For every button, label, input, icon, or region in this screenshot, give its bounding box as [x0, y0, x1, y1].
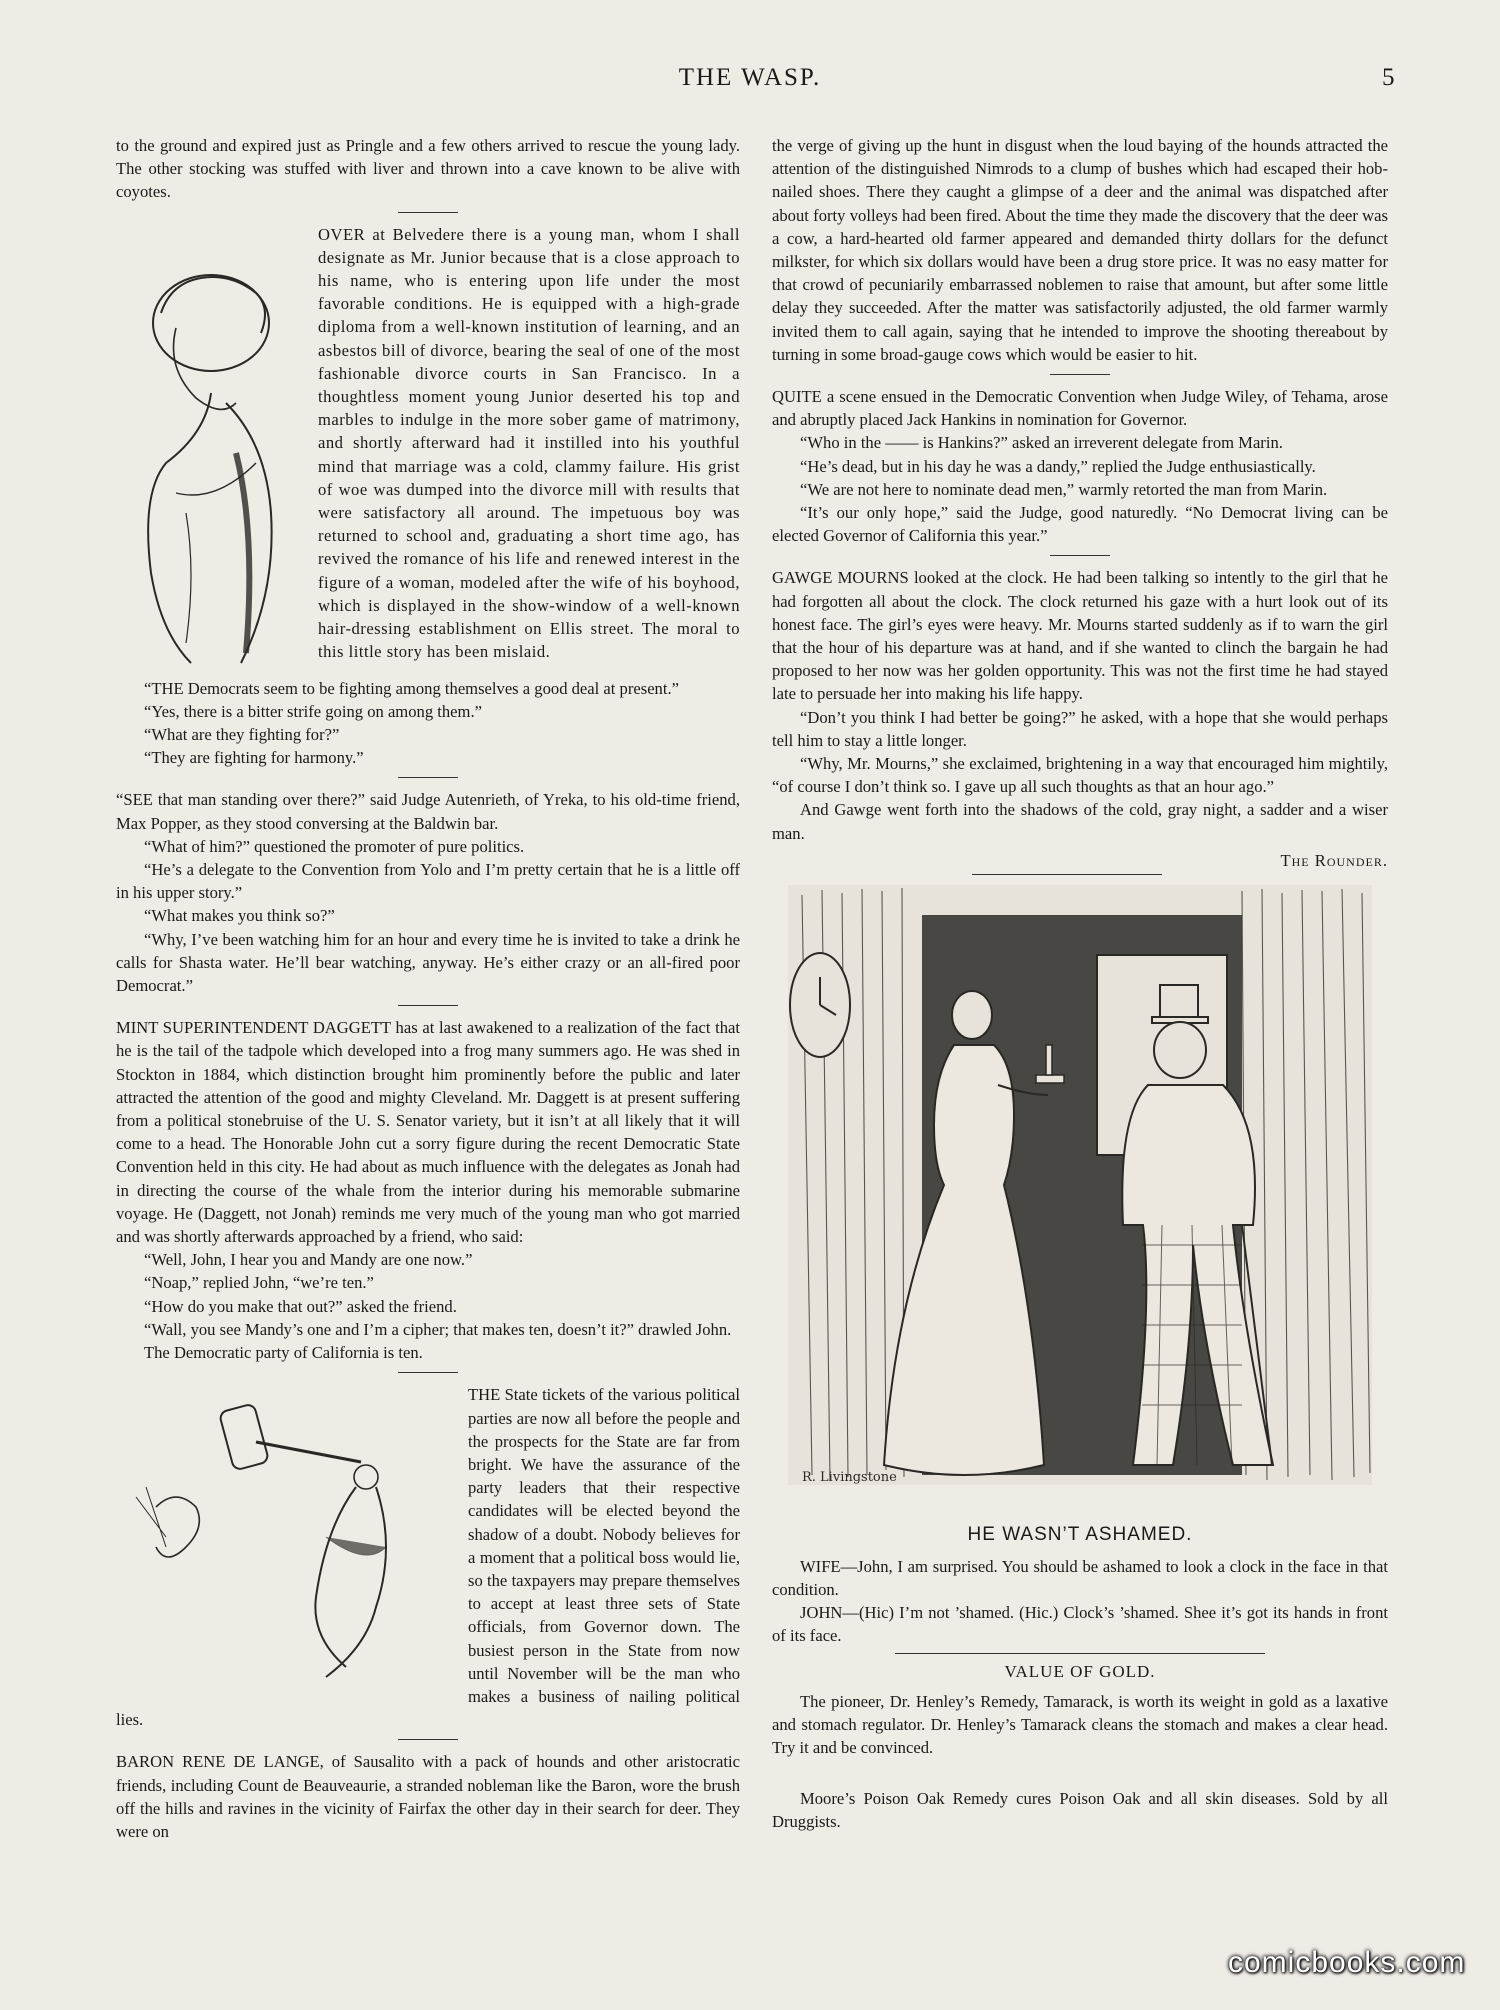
dialogue-harmony: “They are fighting for harmony.”: [144, 748, 364, 768]
divider: [398, 212, 458, 213]
page-number: 5: [1382, 64, 1395, 91]
ad-title-value-of-gold: VALUE OF GOLD.: [1004, 1662, 1156, 1682]
dialogue-mandy-one: “Well, John, I hear you and Mandy are one now.”: [144, 1250, 473, 1270]
dialogue-only-hope: “It’s our only hope,” said the Judge, good naturedly. “No Democrat living can be elected Governor of California this year.”: [772, 503, 1388, 546]
ad-poison-oak: Moore’s Poison Oak Remedy cures Poison Oak and all skin diseases. Sold by all Druggists.: [772, 1789, 1388, 1832]
divider-long: [895, 1653, 1265, 1654]
paragraph-mint-daggett: MINT SUPERINTENDENT DAGGETT has at last awakened to a realization of the fact that he is the tail of the tadpole which developed into a frog many summers ago. He was shed in Stockton in 1884, which distinction brought him prominently before the public and later attracted the attention of the good and mighty Cleveland. Mr. Daggett is at present suffering from a political stonebruise of the U. S. Senator variety, but it isn’t at all likely that it will come to a head. The Honorable John cut a sorry figure during the recent Democratic State Convention held in this city. He had about as much influence with the delegates as Jonah had in directing the course of the whale from the interior during his memorable submarine voyage. He (Daggett, not Jonah) reminds me very much of the young man who got married and was shortly afterwards approached by a friend, who said:: [116, 1018, 740, 1247]
paragraph-gawge-mourns: GAWGE MOURNS looked at the clock. He had been talking so intently to the girl that he had forgotten all about the clock. The clock returned his gaze with a hurt look out of its honest face. The girl’s eyes were heavy. Mr. Mourns started suddenly as if to warn the girl that the hour of his departure was at hand, and if she wanted to clinch the bargain he had proposed to her now was her golden opportunity. This was not the first time he had stayed late to persuade her into making his life happy.: [772, 568, 1388, 704]
dialogue-better-going: “Don’t you think I had better be going?” he asked, with a hope that she would perhaps tell him to stay a little longer.: [772, 707, 1388, 750]
dialogue-what-of-him: “What of him?” questioned the promoter of pure politics.: [144, 836, 525, 856]
dialogue-cipher: “Wall, you see Mandy’s one and I’m a cipher; that makes ten, doesn’t it?” drawled John.: [144, 1319, 732, 1339]
paragraph-mr-junior: OVER at Belvedere there is a young man, whom I shall designate as Mr. Junior because that is a close approach to his name, who is entering upon life under the most favorable conditions. He is equipped with a high-grade diploma from a well-known institution of learning, and an asbestos bill of divorce, bearing the seal of one of the most fashionable divorce courts in San Francisco. In a thoughtless moment young Junior deserted his top and marbles to indulge in the more sober game of matrimony, and shortly afterward had it instilled into his youthful mind that marriage was a cold, clammy failure. His grist of woe was dumped into the divorce mill with results that were satisfactory all around. The impetuous boy was returned to school and, graduating a short time ago, has revived the romance of his life and renewed interest in the figure of a woman, modeled after the wife of his boyhood, which is displayed in the show-window of a well-known hair-dressing establishment on Ellis street. The moral to this little story has been mislaid.: [318, 224, 740, 662]
cartoon-caption-john: JOHN—(Hic) I’m not ’shamed. (Hic.) Clock’s ’shamed. Shee it’s got its hands in front of its face.: [772, 1602, 1388, 1646]
paragraph-stocking-end: to the ground and expired just as Pringle and a few others arrived to rescue the young lady. The other stocking was stuffed with liver and thrown into a cave known to be alive with coyotes.: [116, 136, 740, 202]
paragraph-democrats: “THE Democrats seem to be fighting among themselves a good deal at present.”: [144, 678, 679, 698]
ad-tamarack: The pioneer, Dr. Henley’s Remedy, Tamarack, is worth its weight in gold as a laxative and stomach regulator. Dr. Henley’s Tamarack cleans the stomach and makes a clear head. Try it and be convinced.: [772, 1691, 1388, 1757]
divider: [1050, 374, 1110, 375]
dialogue-delegate-yolo: “He’s a delegate to the Convention from Yolo and I’m pretty certain that he is a little off in his upper story.”: [116, 860, 740, 903]
paragraph-state-tickets: THE State tickets of the various political parties are now all before the people and the prospects for the State are far from bright. We have the assurance of the party leaders that their respective candidates will be elected beyond the shadow of a doubt. Nobody believes for a moment that a political boss would lie, so the taxpayers may prepare themselves to accept at least three sets of State officials, from Governor down. The busiest person in the State from now until November will be the man who makes a business of nailing political lies.: [116, 1385, 740, 1730]
right-column: [772, 134, 1388, 1834]
paragraph-judge-autenrieth: “SEE that man standing over there?” said Judge Autenrieth, of Yreka, to his old-time friend, Max Popper, as they stood conversing at the Baldwin bar.: [116, 790, 740, 833]
masthead-title: THE WASP.: [678, 64, 822, 91]
divider: [398, 1372, 458, 1373]
dialogue-dandy: “He’s dead, but in his day he was a dandy,” replied the Judge enthusiastically.: [800, 456, 1316, 476]
cartoon-artist-signature: R. Livingstone: [802, 1470, 897, 1486]
cartoon-svg: [772, 885, 1388, 1505]
hammer-man-illustration: [116, 1387, 456, 1687]
dialogue-what-makes: “What makes you think so?”: [144, 906, 335, 926]
line-party-ten: The Democratic party of California is ten.: [144, 1343, 423, 1363]
left-column: [116, 134, 740, 1843]
dialogue-shasta-water: “Why, I’ve been watching him for an hour and every time he is invited to take a drink he calls for Shasta water. He’ll bear watching, anyway. He’s either crazy or an all-fired poor Democrat.”: [116, 929, 740, 996]
divider: [398, 777, 458, 778]
divider: [398, 1739, 458, 1740]
divider: [398, 1005, 458, 1006]
dialogue-why-mr-mourns: “Why, Mr. Mourns,” she exclaimed, brightening in a way that encouraged him mightily, “of course I don’t think so. I gave up all such thoughts as that an hour ago.”: [772, 754, 1388, 797]
cartoon-title: HE WASN’T ASHAMED.: [967, 1524, 1193, 1546]
site-watermark: comicbooks.com: [1228, 1946, 1466, 1979]
cartoon-caption-wife: WIFE—John, I am surprised. You should be ashamed to look a clock in the face in that condition.: [772, 1556, 1388, 1599]
paragraph-baron-de-lange: BARON RENE DE LANGE, of Sausalito with a pack of hounds and other aristocratic friends, including Count de Beauveaurie, a stranded nobleman like the Baron, wore the brush off the hills and ravines in the vicinity of Fairfax the other day in their search for deer. They were on: [116, 1752, 740, 1841]
paragraph-wiser-man: And Gawge went forth into the shadows of the cold, gray night, a sadder and a wiser man.: [772, 800, 1388, 843]
dialogue-strife: “Yes, there is a bitter strife going on among them.”: [144, 701, 482, 721]
divider: [1050, 555, 1110, 556]
cartoon-illustration: [772, 885, 1388, 1511]
dialogue-dead-men: “We are not here to nominate dead men,” warmly retorted the man from Marin.: [800, 479, 1328, 499]
divider-long: [972, 874, 1162, 875]
dialogue-fighting-for: “What are they fighting for?”: [144, 725, 340, 745]
woman-illustration: [116, 253, 306, 673]
dialogue-how-make: “How do you make that out?” asked the friend.: [144, 1296, 457, 1316]
dialogue-noap: “Noap,” replied John, “we’re ten.”: [144, 1273, 374, 1293]
paragraph-judge-wiley: QUITE a scene ensued in the Democratic Convention when Judge Wiley, of Tehama, arose and abruptly placed Jack Hankins in nomination for Governor.: [772, 387, 1388, 430]
author-signature: The Rounder.: [1280, 850, 1388, 870]
paragraph-deer-hunt: the verge of giving up the hunt in disgust when the loud baying of the hounds attracted the attention of the distinguished Nimrods to a clump of bushes which had escaped their hob-nailed shoes. There they caught a glimpse of a deer and the animal was dispatched after about forty volleys had been fired. About the time they made the discovery that the deer was a cow, a hard-hearted old farmer appeared and demanded thirty dollars for the defunct milkster, for which six dollars would have been a drug store price. It was no easy matter for that crowd of pecuniarily embarrassed noblemen to raise that amount, but after some little delay they succeeded. After the matter was satisfactorily adjusted, the old farmer warmly invited them to call again, saying that he intended to improve the shooting thereabout by turning in some broad-gauge cows which would be easier to hit.: [772, 136, 1388, 364]
dialogue-who-hankins: “Who in the —— is Hankins?” asked an irreverent delegate from Marin.: [800, 433, 1283, 453]
